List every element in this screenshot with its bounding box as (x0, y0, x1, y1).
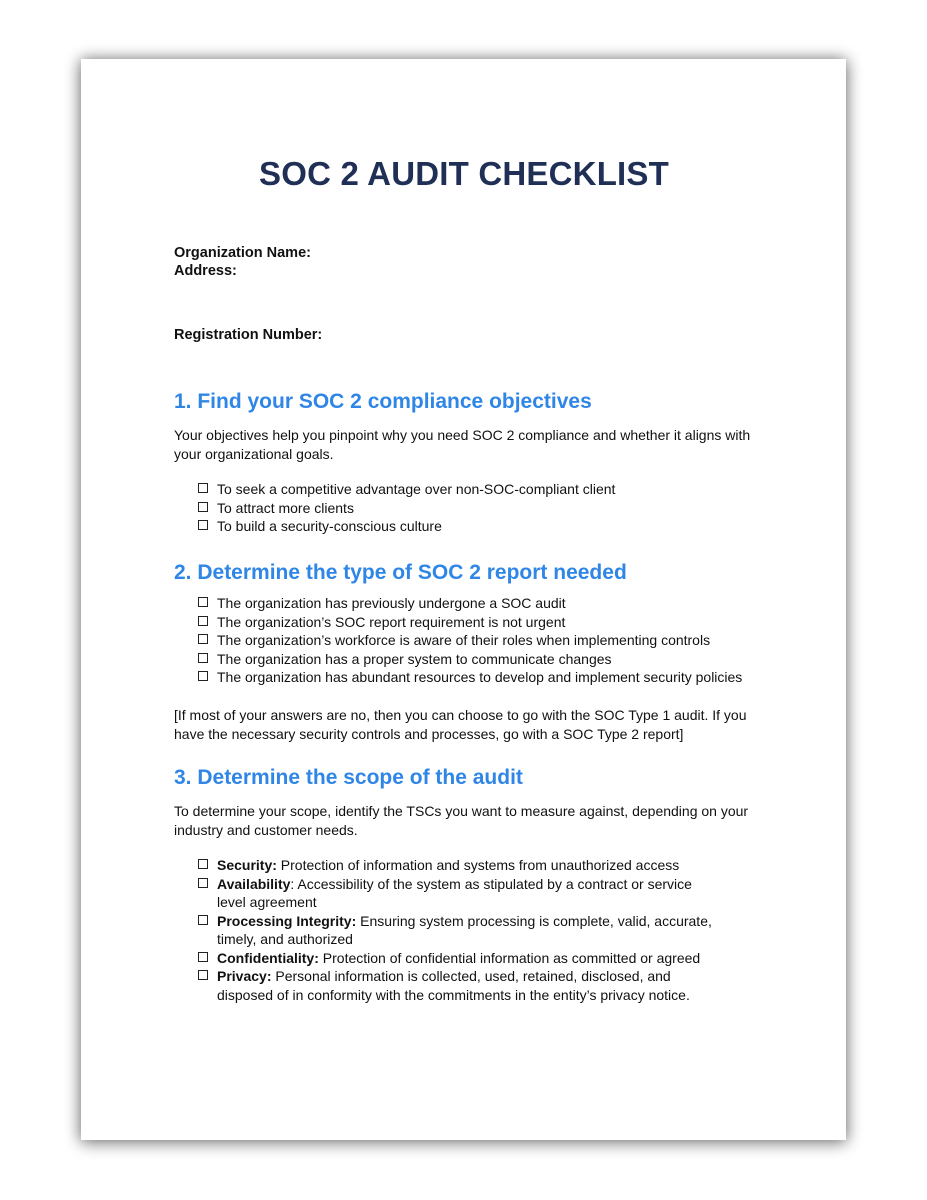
section-3-intro: To determine your scope, identify the TSCs you want to measure against, depending on your industry and customer needs. (174, 803, 749, 838)
document-page (81, 59, 846, 1140)
checklist-item: The organization’s workforce is aware of their roles when implementing controls (198, 631, 758, 650)
header-fields (174, 244, 311, 280)
checkbox[interactable] (198, 616, 208, 626)
term-label: Security: (217, 857, 277, 873)
checklist-item (198, 967, 723, 1004)
checkbox[interactable] (198, 952, 208, 962)
checkbox[interactable] (198, 520, 208, 530)
term-label: Privacy: (217, 968, 272, 984)
checkbox[interactable] (198, 878, 208, 888)
section-2-heading: 2. Determine the type of SOC 2 report needed (174, 561, 627, 584)
checklist-item (198, 856, 723, 875)
checkbox[interactable] (198, 915, 208, 925)
checkbox[interactable] (198, 502, 208, 512)
section-3-checklist (198, 856, 723, 1004)
term-label: Confidentiality: (217, 949, 319, 966)
org-name-label: Organization Name: (174, 245, 311, 261)
section-1-heading: 1. Find your SOC 2 compliance objectives (174, 390, 592, 413)
checkbox[interactable] (198, 970, 208, 980)
checklist-item: To build a security-conscious culture (198, 517, 758, 536)
checklist-item (198, 912, 723, 949)
term-label: Availability (217, 875, 291, 892)
checkbox[interactable] (198, 634, 208, 644)
section-3-heading: 3. Determine the scope of the audit (174, 766, 523, 789)
term-description: Protection of information and systems from unauthorized access (276, 857, 680, 873)
term-label: Processing Integrity: (217, 912, 357, 929)
checklist-item: The organization has a proper system to communicate changes (198, 650, 758, 669)
section-2-note: [If most of your answers are no, then you can choose to go with the SOC Type 1 audit. If you have the necessary security controls and processes, go with a SOC Type 2 report] (174, 707, 747, 742)
term-description: Personal information is collected, used, retained, disclosed, and disposed of in conformity with the commitments in the entity’s privacy notice. (217, 968, 690, 1003)
checklist-item: The organization’s SOC report requirement is not urgent (198, 613, 758, 632)
checkbox[interactable] (198, 597, 208, 607)
checklist-item (198, 949, 723, 968)
page-title: SOC 2 AUDIT CHECKLIST (259, 155, 669, 192)
checklist-item: The organization has abundant resources to develop and implement security policies (198, 668, 758, 687)
checkbox[interactable] (198, 653, 208, 663)
checklist-item: To seek a competitive advantage over non-SOC-compliant client (198, 480, 758, 499)
checklist-item: The organization has previously undergone a SOC audit (198, 594, 758, 613)
address-label: Address: (174, 263, 237, 279)
checklist-item (198, 875, 723, 912)
checklist-item: To attract more clients (198, 499, 758, 518)
section-1-intro: Your objectives help you pinpoint why you need SOC 2 compliance and whether it aligns with your organizational goals. (174, 427, 751, 462)
checkbox[interactable] (198, 671, 208, 681)
section-1-checklist (198, 480, 758, 536)
section-2-checklist (198, 594, 758, 687)
checkbox[interactable] (198, 859, 208, 869)
term-description: : Accessibility of the system as stipulated by a contract or service level agreement (217, 875, 692, 910)
checkbox[interactable] (198, 483, 208, 493)
term-description: Ensuring system processing is complete, valid, accurate, timely, and authorized (217, 912, 712, 947)
registration-label: Registration Number: (174, 327, 323, 343)
term-description: Protection of confidential information as committed or agreed (318, 949, 701, 966)
